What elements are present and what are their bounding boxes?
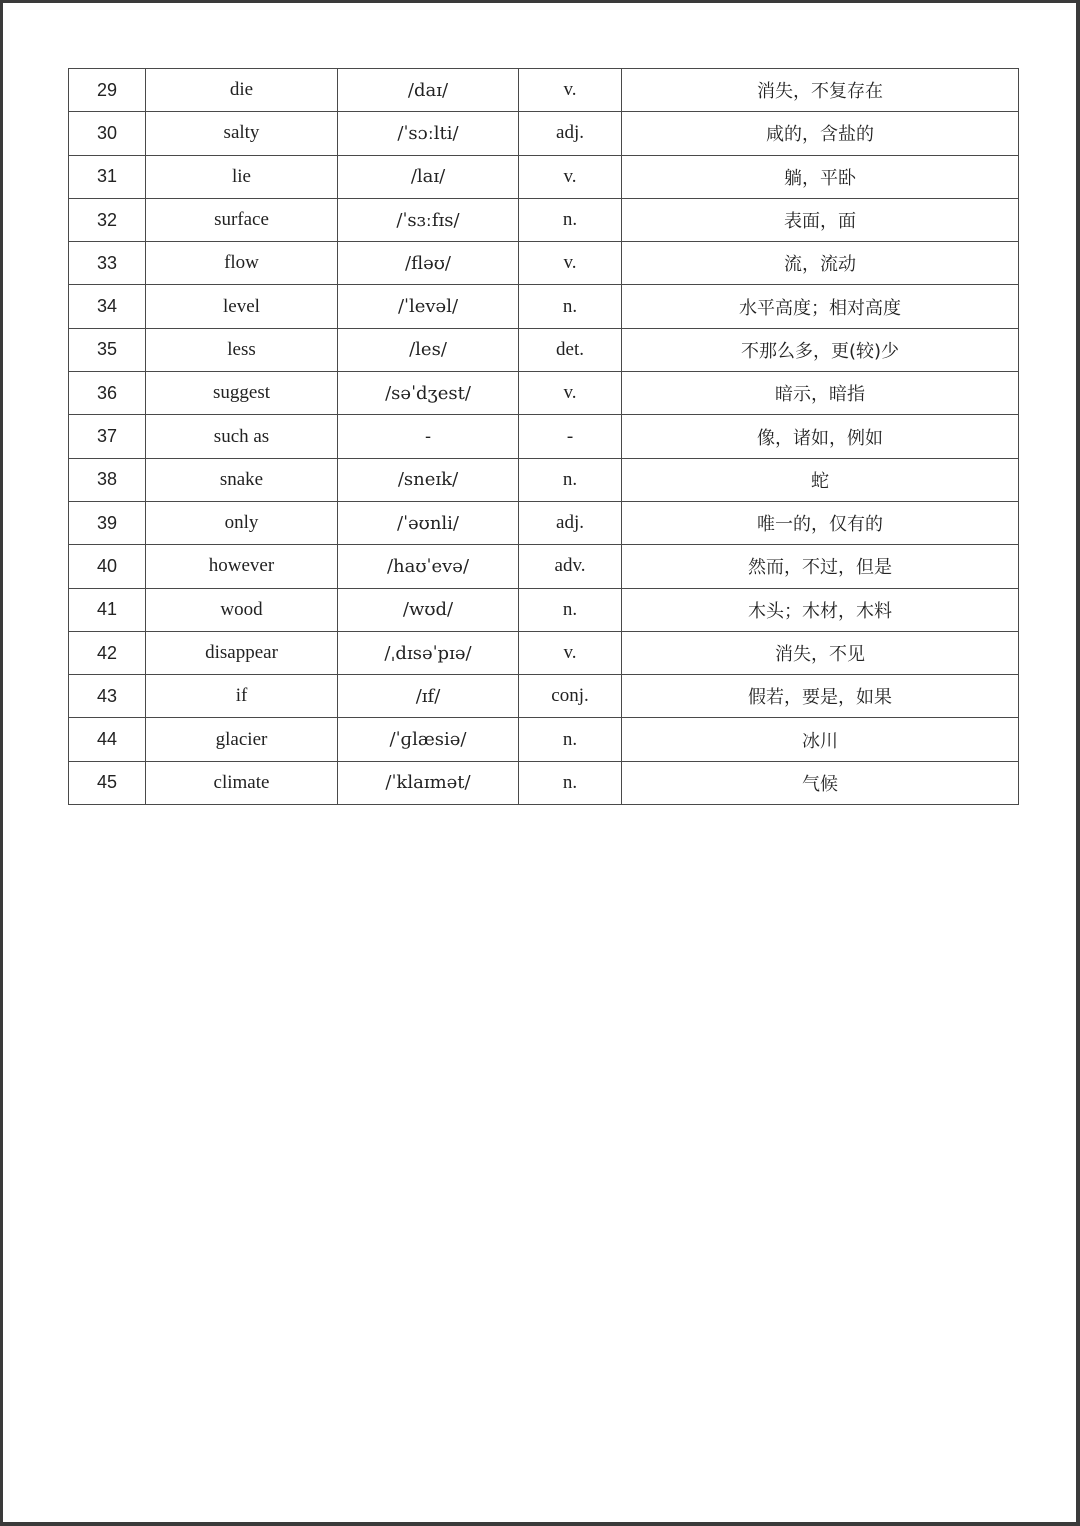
word-text: disappear [146,631,338,674]
word-part-of-speech: n. [519,285,622,328]
table-row [69,112,1019,155]
table-row [69,501,1019,544]
word-phonetic: /haʊˈevə/ [338,545,519,588]
word-text: surface [146,198,338,241]
word-phonetic: /sneɪk/ [338,458,519,501]
table-row [69,458,1019,501]
word-part-of-speech: n. [519,588,622,631]
word-text: wood [146,588,338,631]
word-phonetic: /ɪf/ [338,675,519,718]
table-row [69,242,1019,285]
word-meaning: 咸的，含盐的 [622,112,1019,155]
word-phonetic: /səˈdʒest/ [338,372,519,415]
word-part-of-speech: n. [519,718,622,761]
word-part-of-speech: n. [519,198,622,241]
word-part-of-speech: - [519,415,622,458]
word-text: salty [146,112,338,155]
word-number: 34 [69,285,146,328]
word-part-of-speech: v. [519,155,622,198]
word-meaning: 消失，不见 [622,631,1019,674]
word-meaning: 像，诸如，例如 [622,415,1019,458]
word-part-of-speech: adj. [519,501,622,544]
word-text: die [146,69,338,112]
word-meaning: 消失，不复存在 [622,69,1019,112]
word-phonetic: /les/ [338,328,519,371]
word-phonetic: /ˈəʊnli/ [338,501,519,544]
word-meaning: 躺，平卧 [622,155,1019,198]
word-number: 39 [69,501,146,544]
word-phonetic: - [338,415,519,458]
word-part-of-speech: n. [519,458,622,501]
word-meaning: 水平高度；相对高度 [622,285,1019,328]
word-number: 32 [69,198,146,241]
word-part-of-speech: adv. [519,545,622,588]
word-part-of-speech: conj. [519,675,622,718]
word-number: 37 [69,415,146,458]
word-part-of-speech: v. [519,631,622,674]
table-row [69,718,1019,761]
word-number: 33 [69,242,146,285]
word-meaning: 暗示，暗指 [622,372,1019,415]
word-meaning: 不那么多，更(较)少 [622,328,1019,371]
word-text: only [146,501,338,544]
table-row [69,761,1019,804]
word-text: suggest [146,372,338,415]
table-row [69,588,1019,631]
word-phonetic: /daɪ/ [338,69,519,112]
word-meaning: 气候 [622,761,1019,804]
vocabulary-table-body [69,69,1019,805]
table-row [69,285,1019,328]
table-row [69,545,1019,588]
word-text: lie [146,155,338,198]
word-phonetic: /ˈklaɪmət/ [338,761,519,804]
table-row [69,328,1019,371]
word-meaning: 唯一的，仅有的 [622,501,1019,544]
table-row [69,69,1019,112]
word-part-of-speech: v. [519,242,622,285]
word-number: 45 [69,761,146,804]
word-text: snake [146,458,338,501]
word-number: 41 [69,588,146,631]
word-part-of-speech: v. [519,372,622,415]
word-part-of-speech: adj. [519,112,622,155]
word-text: less [146,328,338,371]
word-phonetic: /ˌdɪsəˈpɪə/ [338,631,519,674]
table-row [69,198,1019,241]
word-meaning: 冰川 [622,718,1019,761]
word-part-of-speech: v. [519,69,622,112]
word-phonetic: /ˈlevəl/ [338,285,519,328]
word-text: such as [146,415,338,458]
word-meaning: 蛇 [622,458,1019,501]
word-text: flow [146,242,338,285]
word-number: 38 [69,458,146,501]
word-meaning: 然而，不过，但是 [622,545,1019,588]
word-number: 29 [69,69,146,112]
table-row [69,372,1019,415]
word-text: climate [146,761,338,804]
word-number: 42 [69,631,146,674]
word-phonetic: /wʊd/ [338,588,519,631]
word-text: if [146,675,338,718]
word-number: 30 [69,112,146,155]
word-text: however [146,545,338,588]
word-number: 35 [69,328,146,371]
word-phonetic: /laɪ/ [338,155,519,198]
table-row [69,415,1019,458]
word-part-of-speech: n. [519,761,622,804]
word-meaning: 流，流动 [622,242,1019,285]
word-meaning: 表面，面 [622,198,1019,241]
word-meaning: 木头；木材，木料 [622,588,1019,631]
vocabulary-table [68,68,1019,805]
word-phonetic: /ˈsɔːlti/ [338,112,519,155]
word-number: 43 [69,675,146,718]
word-number: 31 [69,155,146,198]
word-text: glacier [146,718,338,761]
word-number: 44 [69,718,146,761]
table-row [69,155,1019,198]
word-part-of-speech: det. [519,328,622,371]
word-phonetic: /fləʊ/ [338,242,519,285]
word-number: 40 [69,545,146,588]
word-text: level [146,285,338,328]
word-meaning: 假若，要是，如果 [622,675,1019,718]
word-phonetic: /ˈɡlæsiə/ [338,718,519,761]
table-row [69,631,1019,674]
word-phonetic: /ˈsɜːfɪs/ [338,198,519,241]
table-row [69,675,1019,718]
word-number: 36 [69,372,146,415]
